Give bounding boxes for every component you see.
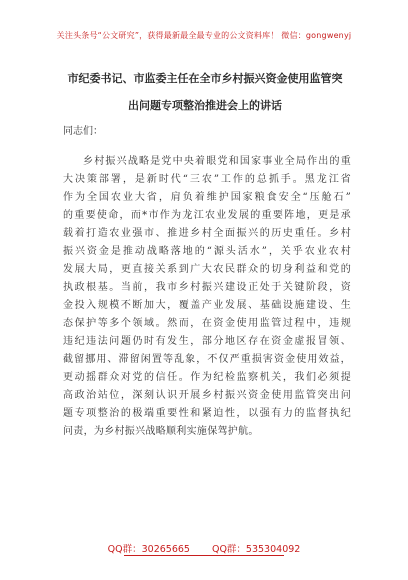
body-line: 金投入规模不断加大，覆盖产业发展、基础设施建设、生 (63, 300, 351, 311)
body-line: 作为全国农业大省，肩负着维护国家粮食安全“压舱石” (63, 192, 351, 203)
body-line: 违纪违法问题仍时有发生，部分地区存在资金虚报冒领、 (63, 336, 351, 347)
body-line: 载着打造农业强市、推进乡村全面振兴的历史重任。乡村 (63, 228, 351, 239)
speech-title-line-2: 出问题专项整治推进会上的讲话 (128, 99, 282, 112)
speech-title-line-1: 市纪委书记、市监委主任在全市乡村振兴资金使用监管突 (67, 72, 343, 85)
footer-underline (124, 555, 284, 556)
salutation: 同志们： (63, 126, 103, 137)
body-line: 态保护等多个领域。然而，在资金使用监管过程中，违规 (63, 318, 351, 329)
body-line: 的重要使命，而*市作为龙江农业发展的重要阵地，更是承 (63, 210, 351, 221)
body-line: 问责，为乡村振兴战略顺利实施保驾护航。 (63, 426, 259, 437)
body-line: 执政根基。当前，我市乡村振兴建设正处于关键阶段，资 (63, 282, 351, 293)
body-line: 振兴资金是推动战略落地的“源头活水”，关乎农业农村 (63, 246, 351, 257)
body-line: 更动摇群众对党的信任。作为纪检监察机关，我们必须提 (63, 372, 351, 383)
body-line: 乡村振兴战略是党中央着眼党和国家事业全局作出的重 (83, 156, 351, 167)
qq-group-2: QQ群：535304092 (211, 544, 301, 555)
body-line: 发展大局，更直接关系到广大农民群众的切身利益和党的 (63, 264, 351, 275)
footer-qq-groups (0, 541, 408, 555)
body-line: 截留挪用、滞留闲置等乱象，不仅严重损害资金使用效益， (63, 354, 351, 365)
body-line: 大决策部署，是新时代“三农”工作的总抓手。黑龙江省 (63, 174, 351, 185)
header-banner: 关注头条号“公文研究”，获得最新最全最专业的公文资料库！ 微信：gongwenyj (56, 31, 352, 40)
body-line: 高政治站位，深刻认识开展乡村振兴资金使用监管突出问 (63, 390, 351, 401)
qq-group-1: QQ群：30265665 (107, 544, 190, 555)
body-line: 题专项整治的极端重要性和紧迫性，以强有力的监督执纪 (63, 408, 351, 419)
